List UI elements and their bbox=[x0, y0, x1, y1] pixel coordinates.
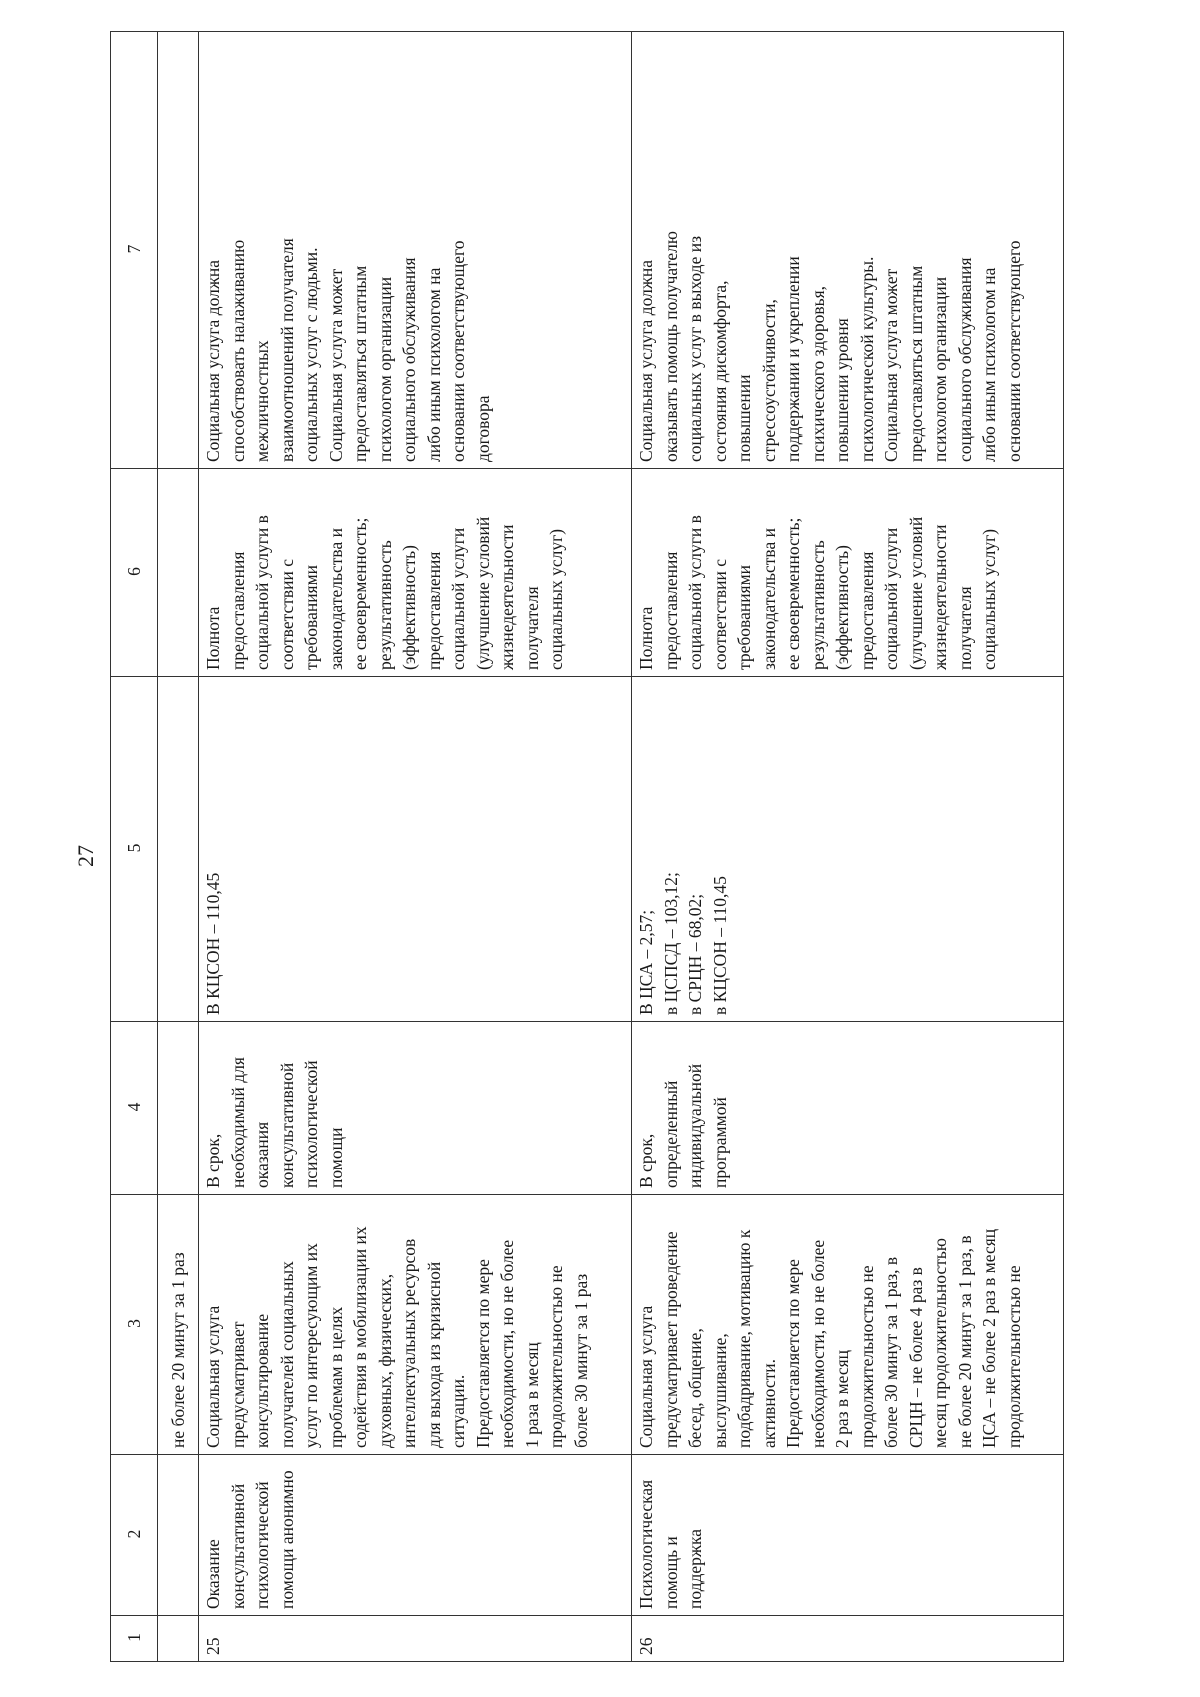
continuation-col-4 bbox=[158, 1022, 199, 1195]
service-description: Социальная услуга предусматривает проведение бесед, общение, выслушивание, подбадривание, мотивацию к активности. Предоставляется по мере необходимости, но не более 2 раз в месяц продолжительностью не более 30 минут за 1 раз, в СРЦН – не более 4 раз в месяц продолжительностью не более 20 минут за 1 раз, в ЦСА – не более 2 раз в месяц продолжительностью не bbox=[632, 1195, 1064, 1455]
header-col-5: 5 bbox=[111, 677, 158, 1022]
service-conditions: Социальная услуга должна способствовать налаживанию межличностных взаимоотношений получателя социальных услуг с людьми. Социальная услуга может предоставляться штатным психологом организации социального обслуживания либо иным психологом на основании соответствующего договора bbox=[199, 32, 632, 469]
table-row bbox=[632, 32, 1064, 1662]
service-tariff: В КЦСОН – 110,45 bbox=[199, 677, 632, 1022]
continuation-row bbox=[158, 32, 199, 1662]
service-term: В срок, необходимый для оказания консультативной психологической помощи bbox=[199, 1022, 632, 1195]
header-col-1: 1 bbox=[111, 1616, 158, 1662]
service-name: Оказание консультативной психологической помощи анонимно bbox=[199, 1455, 632, 1616]
quality-criteria: Полнота предоставления социальной услуги в соответствии с требованиями законодательства и ее своевременность; результативность (эффективность) предоставления социальной услуги (улучшение условий жизнедеятельности получателя социальных услуг) bbox=[632, 469, 1064, 677]
header-col-6: 6 bbox=[111, 469, 158, 677]
service-description: Социальная услуга предусматривает консультирование получателей социальных услуг по интересующим их проблемам в целях содействия в мобилизации их духовных, физических, интеллектуальных ресурсов для выхода из кризисной ситуации. Предоставляется по мере необходимости, но не более 1 раза в месяц продолжительностью не более 30 минут за 1 раз bbox=[199, 1195, 632, 1455]
quality-criteria: Полнота предоставления социальной услуги в соответствии с требованиями законодательства и ее своевременность; результативность (эффективность) предоставления социальной услуги (улучшение условий жизнедеятельности получателя социальных услуг) bbox=[199, 469, 632, 677]
header-col-4: 4 bbox=[111, 1022, 158, 1195]
page-number: 27 bbox=[73, 845, 98, 867]
row-number: 25 bbox=[199, 1616, 632, 1662]
row-number: 26 bbox=[632, 1616, 1064, 1662]
header-col-3: 3 bbox=[111, 1195, 158, 1455]
header-col-7: 7 bbox=[111, 32, 158, 469]
service-tariff: В ЦСА – 2,57; в ЦСПСД – 103,12; в СРЦН – 68,02; в КЦСОН – 110,45 bbox=[632, 677, 1064, 1022]
header-col-2: 2 bbox=[111, 1455, 158, 1616]
continuation-col-1 bbox=[158, 1616, 199, 1662]
continuation-col-6 bbox=[158, 469, 199, 677]
continuation-col-5 bbox=[158, 677, 199, 1022]
service-name: Психологическая помощь и поддержка bbox=[632, 1455, 1064, 1616]
continuation-col-7 bbox=[158, 32, 199, 469]
services-table bbox=[110, 31, 1064, 1662]
table-header-row bbox=[111, 32, 158, 1662]
continuation-col-2 bbox=[158, 1455, 199, 1616]
table-row bbox=[199, 32, 632, 1662]
service-term: В срок, определенный индивидуальной программой bbox=[632, 1022, 1064, 1195]
service-conditions: Социальная услуга должна оказывать помощь получателю социальных услуг в выходе из состояния дискомфорта, повышении стрессоустойчивости, поддержании и укреплении психического здоровья, повышении уровня психологической культуры. Социальная услуга может предоставляться штатным психологом организации социального обслуживания либо иным психологом на основании соответствующего bbox=[632, 32, 1064, 469]
rotated-table-wrapper bbox=[110, 32, 1070, 1662]
continuation-col-3: не более 20 минут за 1 раз bbox=[158, 1195, 199, 1455]
